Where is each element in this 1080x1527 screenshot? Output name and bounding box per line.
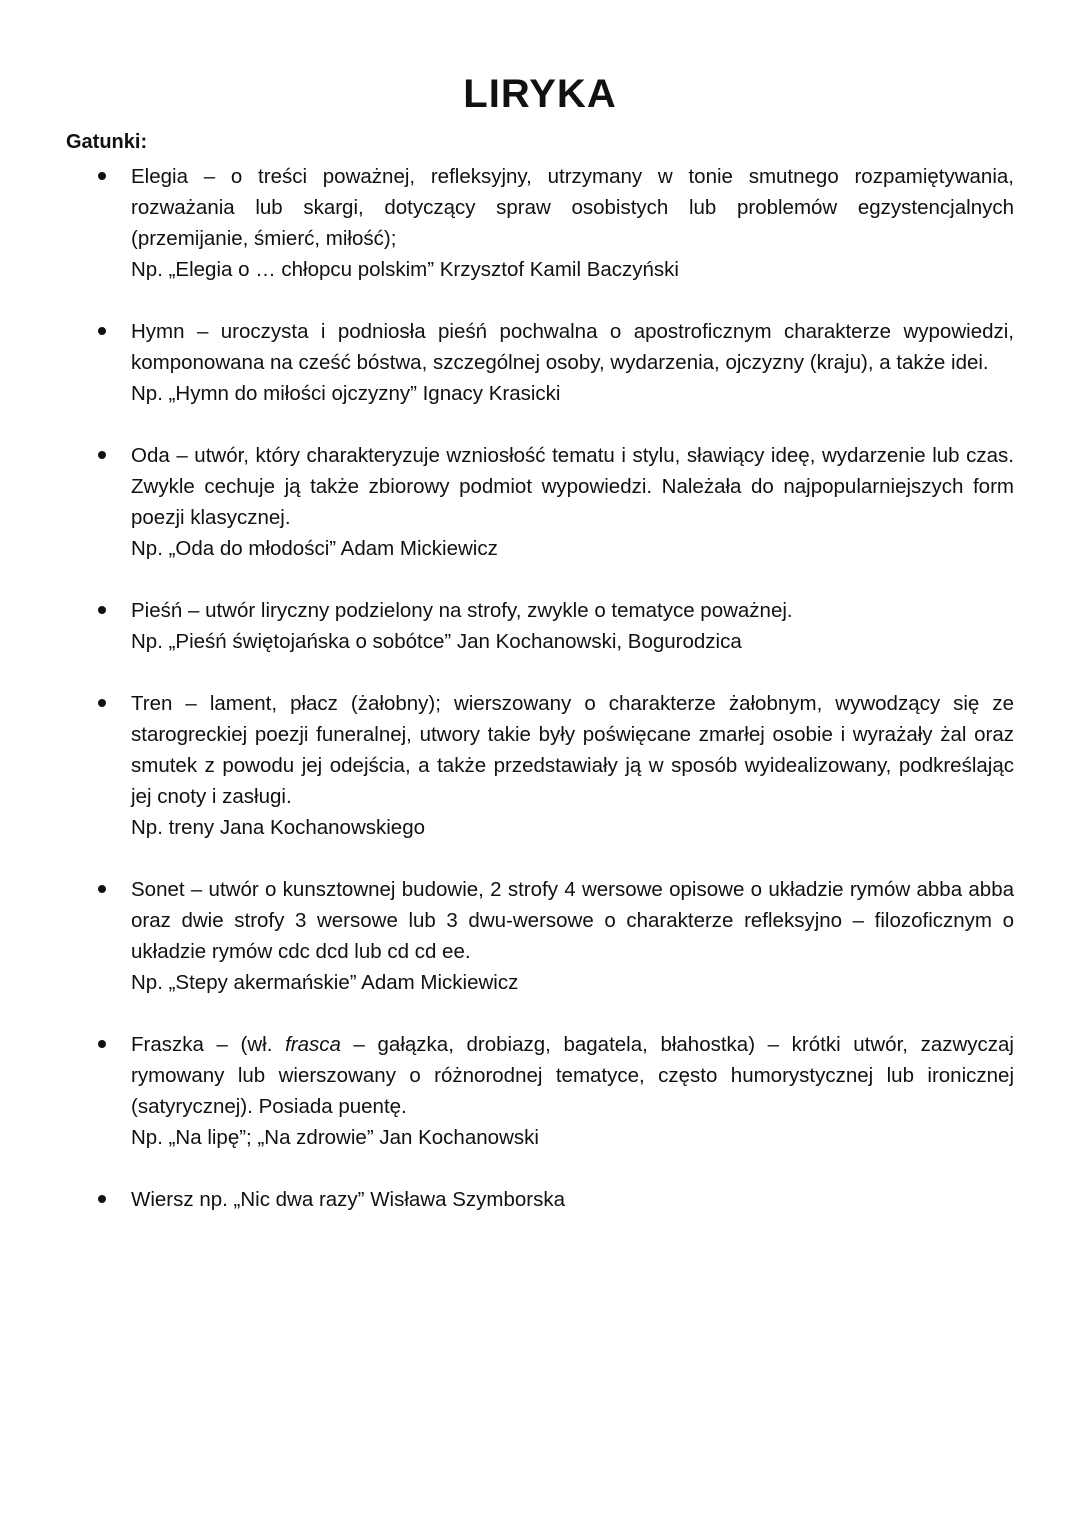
- genre-definition: Hymn – uroczysta i podniosła pieśń pochwalna o apostroficznym charakterze wypowiedzi, komponowana na cześć bóstwa, szczególnej osoby, wydarzenia, ojczyzny (kraju), a także idei.: [131, 320, 1014, 374]
- list-item-wiersz: [131, 1184, 1014, 1215]
- list-item-elegia: [131, 161, 1014, 285]
- list-item-hymn: [131, 316, 1014, 409]
- list-item-sonet: [131, 874, 1014, 998]
- genre-example: Np. „Elegia o … chłopcu polskim” Krzysztof Kamil Baczyński: [131, 258, 679, 281]
- page-title: LIRYKA: [463, 72, 617, 116]
- genre-example: Np. „Stepy akermańskie” Adam Mickiewicz: [131, 971, 519, 994]
- bullet-icon: [98, 699, 106, 707]
- fraszka-lead: Fraszka – (wł.: [131, 1033, 286, 1056]
- list-item-piesn: [131, 595, 1014, 657]
- genre-example: Np. „Hymn do miłości ojczyzny” Ignacy Krasicki: [131, 382, 561, 405]
- genre-example: Np. „Oda do młodości” Adam Mickiewicz: [131, 537, 498, 560]
- genre-definition: [131, 1029, 1014, 1122]
- genre-example: Np. treny Jana Kochanowskiego: [131, 816, 426, 839]
- section-label: Gatunki:: [66, 131, 148, 153]
- bullet-icon: [98, 1195, 106, 1203]
- bullet-icon: [98, 606, 106, 614]
- genre-definition: Pieśń – utwór liryczny podzielony na strofy, zwykle o tematyce poważnej.: [131, 599, 793, 622]
- list-item-oda: [131, 440, 1014, 564]
- fraszka-rest: – gałązka, drobiazg, bagatela, błahostka) – krótki utwór, zazwyczaj rymowany lub wierszowany o różnorodnej tematyce, często humorystycznej lub ironicznej (satyrycznej). Posiada puentę.: [131, 1033, 1014, 1118]
- genre-example: Np. „Pieśń świętojańska o sobótce” Jan Kochanowski, Bogurodzica: [131, 630, 742, 653]
- genre-definition: Tren – lament, płacz (żałobny); wierszowany o charakterze żałobnym, wywodzący się ze starogreckiej poezji funeralnej, utwory takie były poświęcane zmarłej osobie i wyrażały żal oraz smutek z powodu jej odejścia, a także przedstawiały ją w sposób wyidealizowany, podkreślając jej cnoty i zasługi.: [131, 692, 1014, 808]
- bullet-icon: [98, 327, 106, 335]
- list-item-fraszka: [131, 1029, 1014, 1153]
- fraszka-italic-term: frasca: [285, 1033, 341, 1056]
- bullet-icon: [98, 172, 106, 180]
- genre-example: Np. „Na lipę”; „Na zdrowie” Jan Kochanowski: [131, 1126, 539, 1149]
- list-item-tren: [131, 688, 1014, 843]
- genre-definition: Sonet – utwór o kunsztownej budowie, 2 strofy 4 wersowe opisowe o układzie rymów abba abba oraz dwie strofy 3 wersowe lub 3 dwu-wersowe o charakterze refleksyjno – filozoficznym o układzie rymów cdc dcd lub cd cd ee.: [131, 878, 1014, 963]
- bullet-icon: [98, 451, 106, 459]
- genre-list: [0, 161, 1080, 1246]
- genre-definition: Oda – utwór, który charakteryzuje wzniosłość tematu i stylu, sławiący ideę, wydarzenie lub czas. Zwykle cechuje ją także zbiorowy podmiot wypowiedzi. Należała do najpopularniejszych form poezji klasycznej.: [131, 444, 1014, 529]
- genre-definition: Elegia – o treści poważnej, refleksyjny, utrzymany w tonie smutnego rozpamiętywania, rozważania lub skargi, dotyczący spraw osobistych lub problemów egzystencjalnych (przemijanie, śmierć, miłość);: [131, 165, 1014, 250]
- genre-definition: Wiersz np. „Nic dwa razy” Wisława Szymborska: [131, 1188, 565, 1211]
- bullet-icon: [98, 885, 106, 893]
- bullet-icon: [98, 1040, 106, 1048]
